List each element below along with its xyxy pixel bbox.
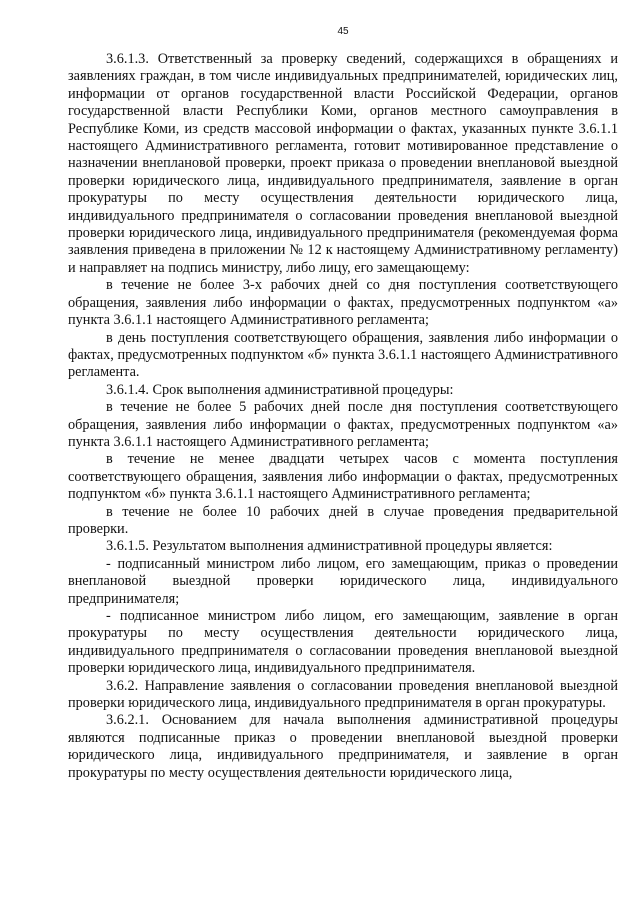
paragraph-signed-order: - подписанный министром либо лицом, его замещающим, приказ о проведении внеплановой выездной проверки юридического лица, индивидуального предпринимателя; (68, 555, 618, 607)
paragraph-3-6-1-3: 3.6.1.3. Ответственный за проверку сведений, содержащихся в обращениях и заявлениях граждан, в том числе индивидуальных предпринимателей, юридических лиц, информации от органов государственной власти Российской Федерации, органов государственной власти Республики Коми, органов местного самоуправления в Республике Коми, из средств массовой информации о фактах, указанных пункте 3.6.1.1 настоящего Административного регламента, готовит мотивированное представление о назначении внеплановой проверки, проект приказа о проведении внеплановой выездной проверки юридического лица, индивидуального предпринимателя, заявление в орган прокуратуры по месту осуществления деятельности юридического лица, индивидуального предпринимателя о согласовании проведения внеплановой выездной проверки юридического лица, индивидуального предпринимателя (рекомендуемая форма заявления приведена в приложении № 12 к настоящему Административному регламенту) и направляет на подпись министру, либо лицу, его замещающему: (68, 51, 618, 276)
paragraph-term-24-hours: в течение не менее двадцати четырех часов с момента поступления соответствующего обращения, заявления либо информации о фактах, предусмотренных подпунктом «б» пункта 3.6.1.1 настоящего Административного регламента; (68, 451, 618, 503)
paragraph-same-day: в день поступления соответствующего обращения, заявления либо информации о фактах, предусмотренных подпунктом «б» пункта 3.6.1.1 настоящего Административного регламента. (68, 329, 618, 381)
paragraph-term-5-days: в течение не более 5 рабочих дней после дня поступления соответствующего обращения, заявления либо информации о фактах, предусмотренных подпунктом «а» пункта 3.6.1.1 настоящего Административного регламента; (68, 399, 618, 450)
paragraph-3-6-2: 3.6.2. Направление заявления о согласовании проведения внеплановой выездной проверки юридического лица, индивидуального предпринимателя в орган прокуратуры. (68, 677, 618, 712)
page-number: 45 (337, 26, 349, 37)
paragraph-signed-application: - подписанное министром либо лицом, его замещающим, заявление в орган прокуратуры по месту осуществления деятельности юридического лица, индивидуального предпринимателя о согласовании проведения внеплановой выездной проверки юридического лица, индивидуального предпринимателя. (68, 608, 618, 677)
paragraph-3-6-2-1: 3.6.2.1. Основанием для начала выполнения административной процедуры являются подписанные приказ о проведении внеплановой выездной проверки юридического лица, индивидуального предпринимателя, и заявление в орган прокуратуры по месту осуществления деятельности юридического лица, (68, 712, 618, 781)
paragraph-3-6-1-5: 3.6.1.5. Результатом выполнения административной процедуры является: (106, 538, 553, 555)
document-body (68, 51, 618, 782)
paragraph-term-3-days: в течение не более 3-х рабочих дней со дня поступления соответствующего обращения, заявления либо информации о фактах, предусмотренных подпунктом «а» пункта 3.6.1.1 настоящего Административного регламента; (68, 277, 618, 329)
paragraph-3-6-1-4: 3.6.1.4. Срок выполнения административной процедуры: (106, 381, 454, 398)
paragraph-term-10-days: в течение не более 10 рабочих дней в случае проведения предварительной проверки. (68, 503, 618, 537)
